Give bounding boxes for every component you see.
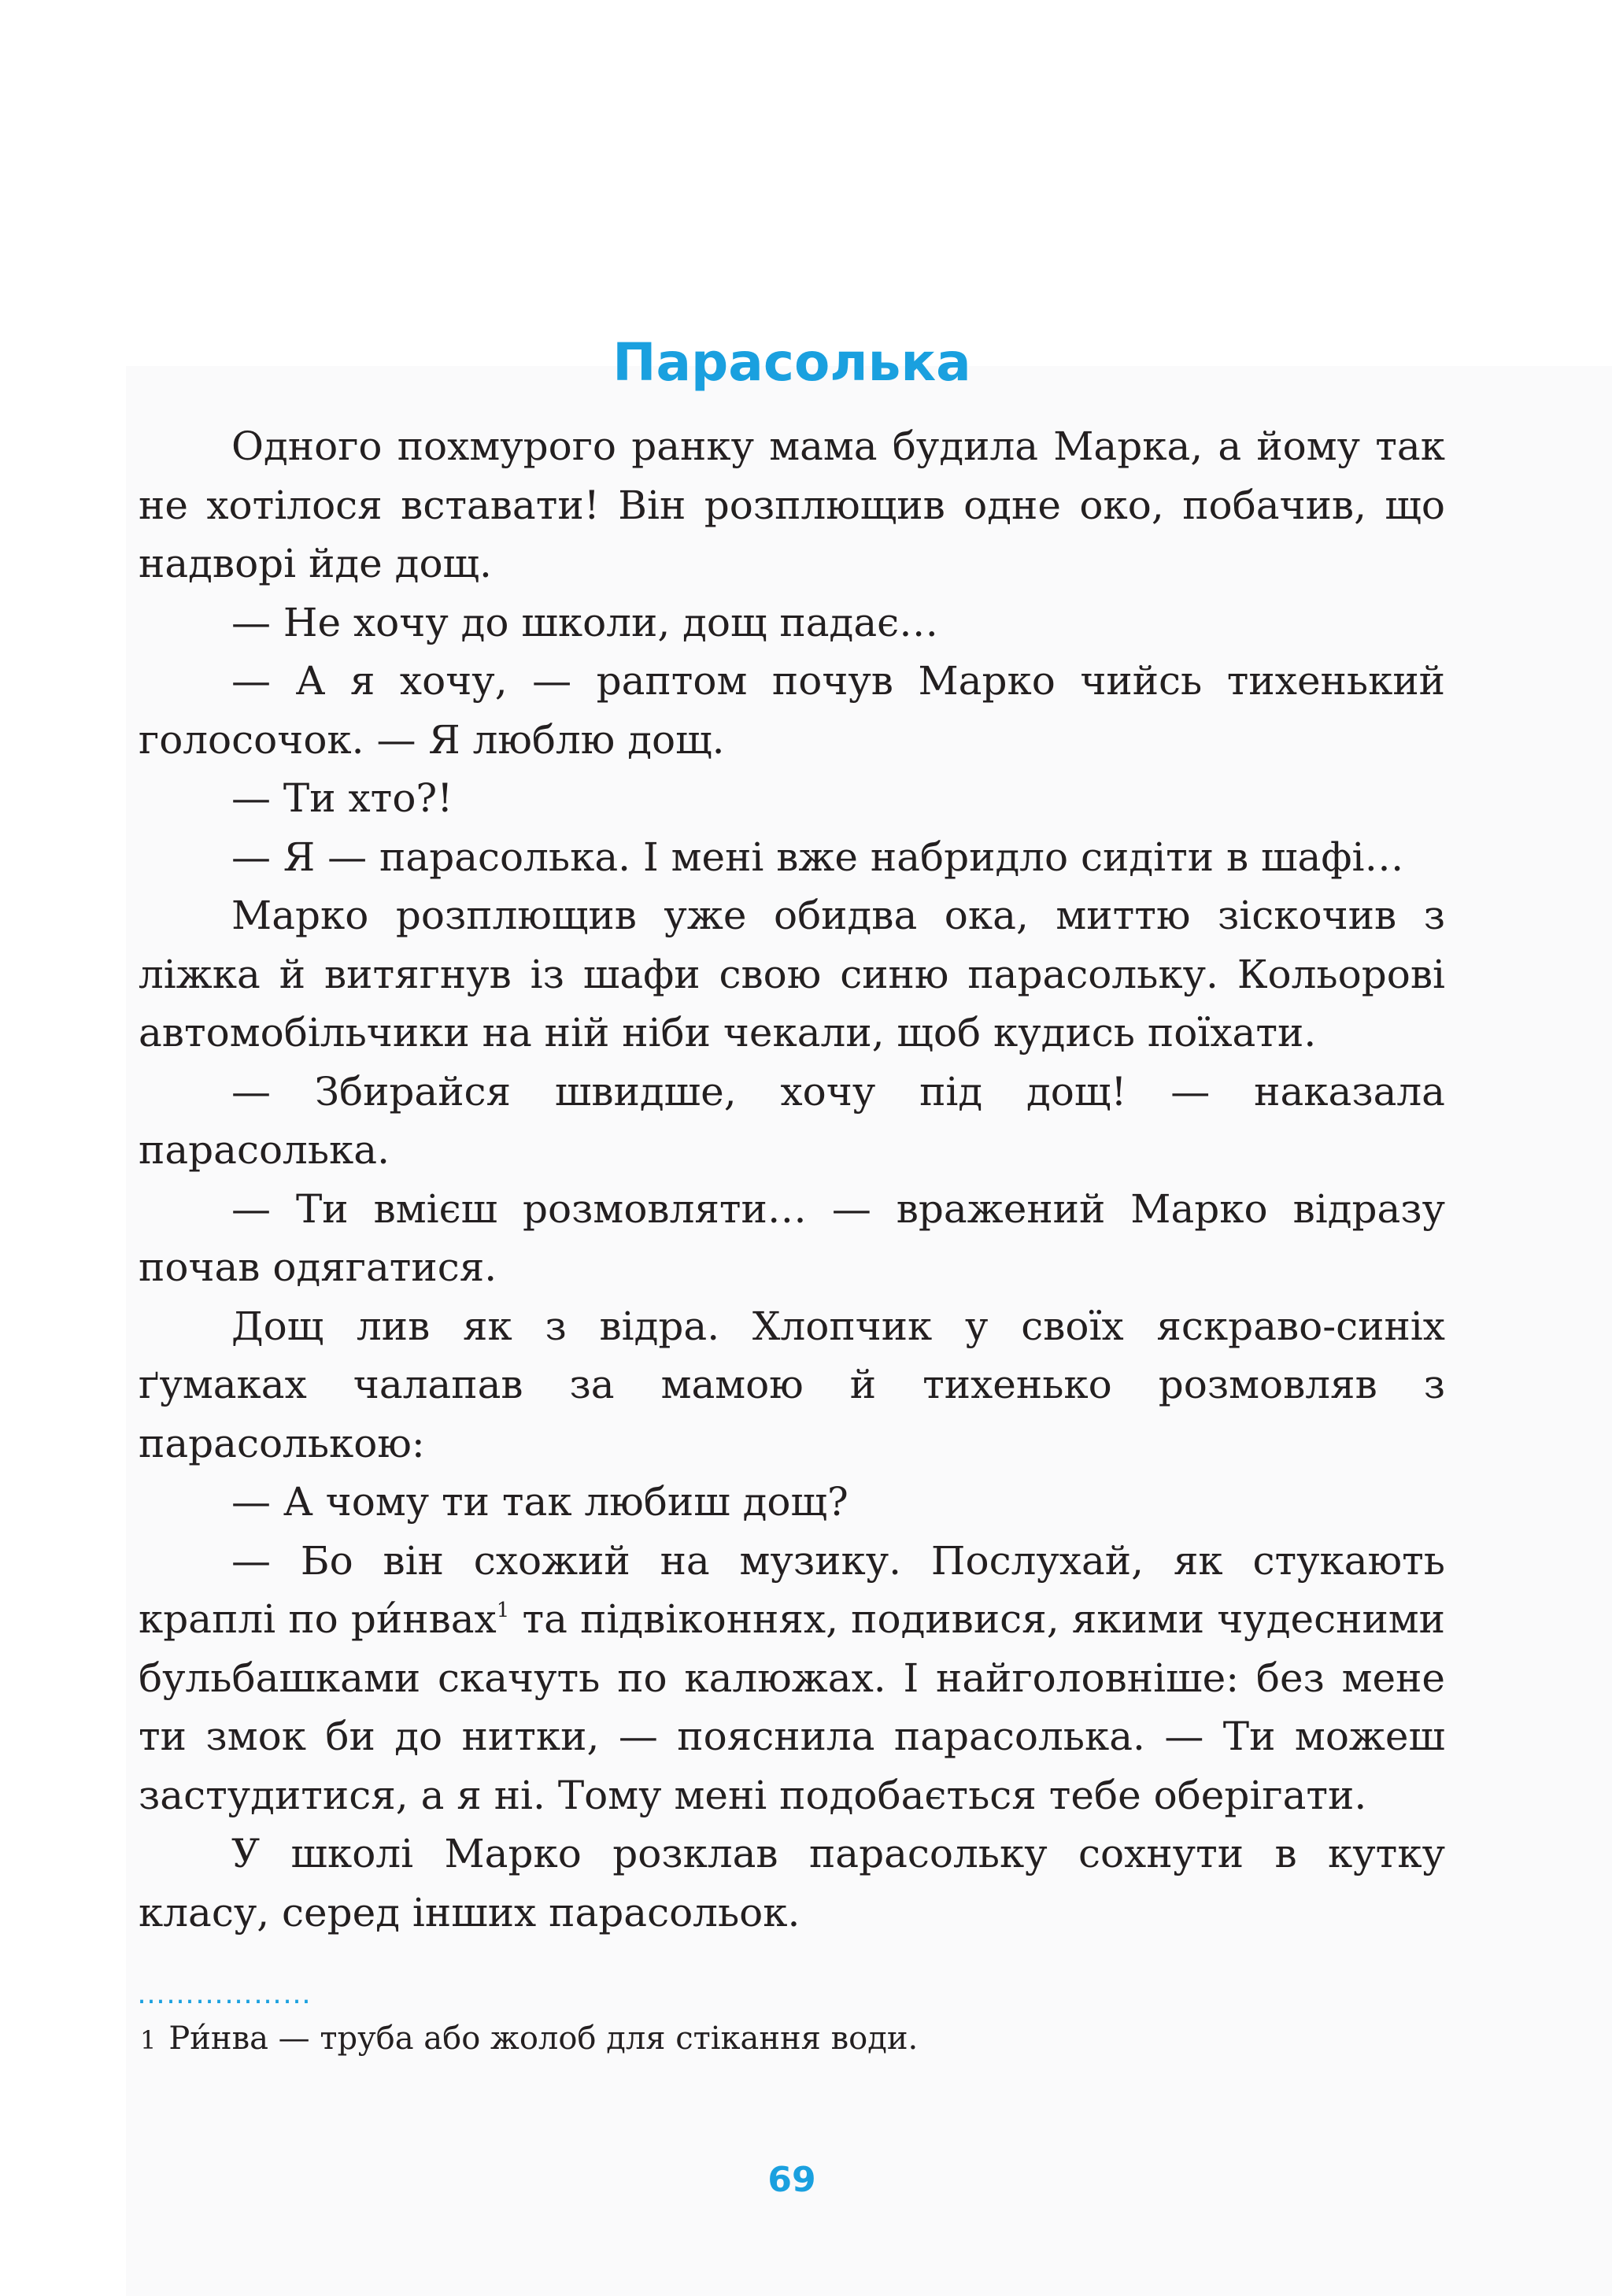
paragraph: Одного похмурого ранку мама будила Марка, а йому так не хотілося вставати! Він розплющив одне око, побачив, що надворі йде дощ. [139, 423, 1445, 586]
paragraph: — А я хочу, — раптом почув Марко чийсь тихенький голосочок. — Я люблю дощ. [139, 658, 1445, 763]
footnote-reference: 1 [496, 1599, 510, 1622]
paragraph: Марко розплющив уже обидва ока, миттю зіскочив з ліжка й витягнув із шафи свою синю парасольку. Кольорові автомобільчики на ній ніби чекали, щоб кудись поїхати. [139, 893, 1445, 1056]
paragraph-part: та підвіконнях, подивися, якими чудесними бульбашками скачуть по калюжах. І найголовніше: без мене ти змок би до нитки, — пояснила парасолька. — Ти можеш застудитися, а я ні. Тому мені подобається тебе оберігати. [139, 1596, 1445, 1818]
footnote-text: Ри́нва — труба або жолоб для стікання води. [168, 2021, 919, 2057]
paragraph: — Я — парасолька. І мені вже набридло сидіти в шафі… [231, 834, 1404, 880]
story-title: Парасолька [612, 332, 971, 394]
paragraph-part: — Бо він схожий на музику. Послухай, як стукають краплі по ри́нвах [139, 1537, 1445, 1642]
paragraph: — Не хочу до школи, дощ падає… [231, 599, 939, 645]
footnote-separator: ……………… [137, 1978, 312, 2010]
page-number: 69 [767, 2160, 816, 2200]
paragraph: У школі Марко розклав парасольку сохнути в кутку класу, серед інших парасольок. [139, 1831, 1445, 1936]
paragraph-with-footnote [139, 1532, 1445, 1825]
paragraph: — А чому ти так любиш дощ? [231, 1479, 849, 1525]
story-body [139, 417, 1445, 1942]
paragraph: — Ти хто?! [231, 775, 453, 821]
paragraph: — Ти вмієш розмовляти… — вражений Марко відразу почав одягатися. [139, 1185, 1445, 1290]
paragraph: Дощ лив як з відра. Хлопчик у своїх яскраво-синіх ґумаках чалапав за мамою й тихенько розмовляв з парасолькою: [139, 1303, 1445, 1466]
footnote-number: 1 [140, 2025, 157, 2055]
paragraph: — Збирайся швидше, хочу під дощ! — наказала парасолька. [139, 1068, 1445, 1173]
footnote [140, 2017, 1399, 2062]
